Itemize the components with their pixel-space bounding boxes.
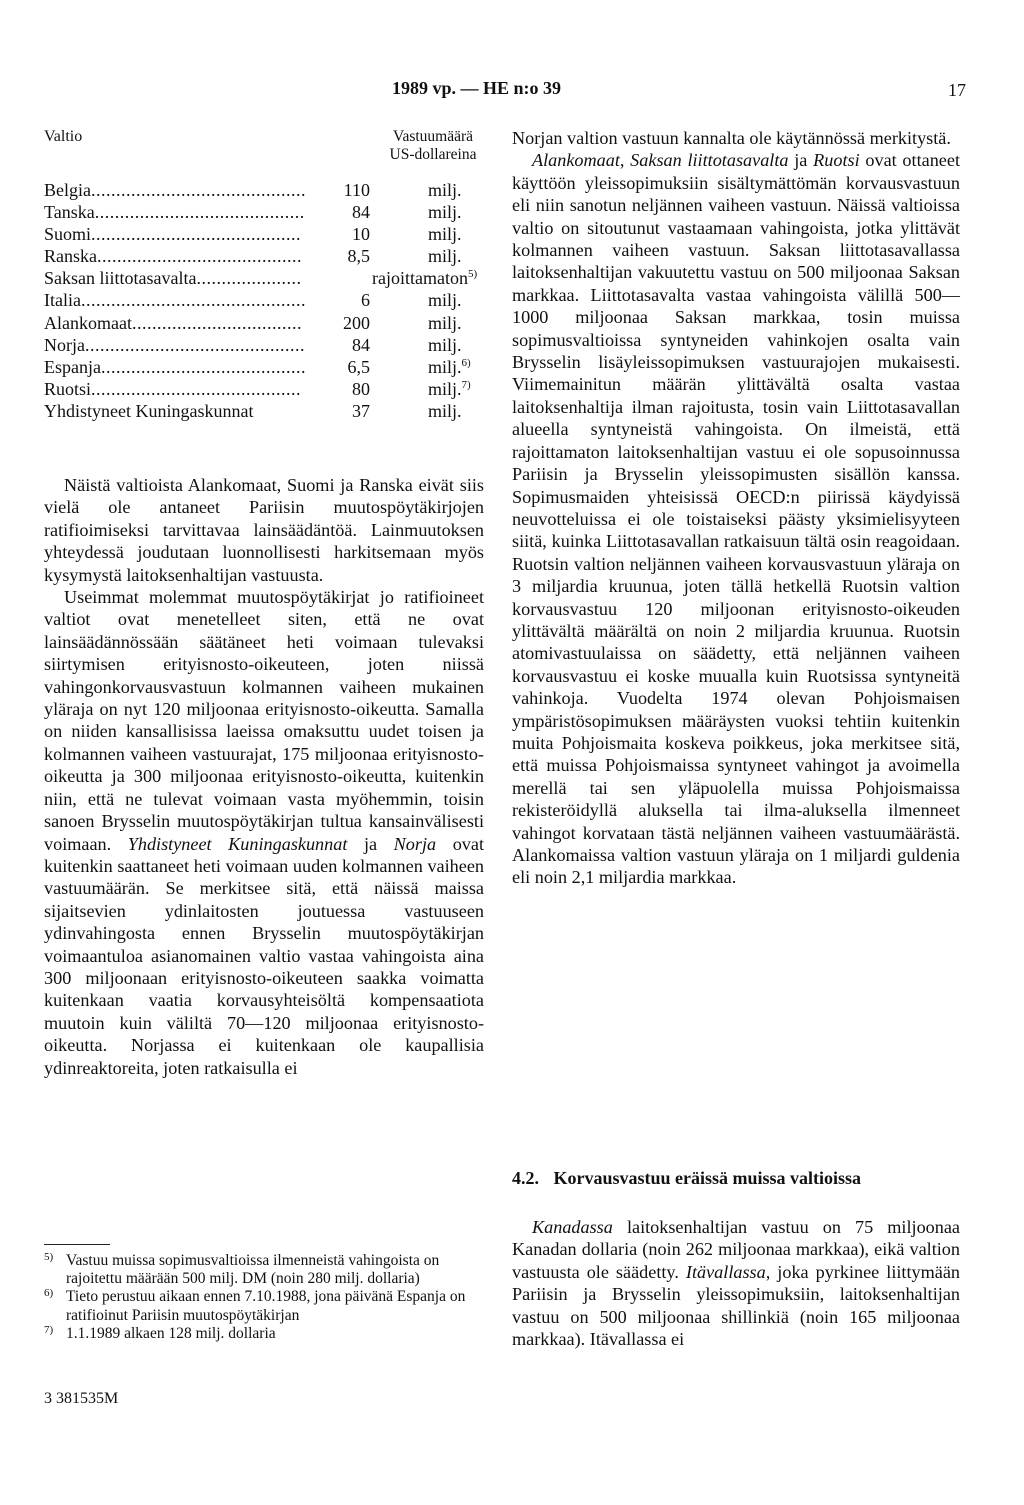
right-column-text-2 <box>512 1216 960 1350</box>
footnote-mark: 6) <box>44 1287 54 1300</box>
footnote-mark: 7) <box>44 1323 54 1336</box>
emphasis-text: Ruotsi <box>813 150 860 171</box>
leader-dots: .................................. <box>131 312 302 333</box>
footnote <box>44 1252 484 1288</box>
amount-value: 10 <box>352 224 370 245</box>
footnote <box>44 1288 484 1324</box>
amount-value: 110 <box>343 180 370 200</box>
footnote-text: Vastuu muissa sopimusvaltioissa ilmenneistä vahingoista on rajoitettu määrään 500 milj. DM (noin 280 milj. dollaria) <box>66 1252 440 1288</box>
leader-dots: ........................................... <box>91 180 306 200</box>
table-header-country: Valtio <box>44 128 83 145</box>
paragraph-text: laitoksenhaltijan vastuu on 75 miljoonaa Kanadan dollaria (noin 262 miljoonaa markkaa), eikä valtion vastuusta ole säädetty. <box>512 1217 960 1282</box>
paragraph-text: Useimmat molemmat muutospöytäkirjat jo ratifioineet valtiot ovat menetelleet siten, että ne ovat lainsäädännössään säätäneet heti voimaan tulevaksi siirtymisen erityisnosto-oikeuteen, joten niissä vahingonkorvausvastuun kolmannen vaiheen mukainen yläraja on nyt 120 miljoonaa erityisnosto-oikeutta. Samalla on niiden kansallisissa laeissa omaksuttu uudet toisen ja kolmannen vaiheen vastuurajat, 175 miljoonaa erityisnosto-oikeutta ja 300 miljoonaa erityisnosto-oikeutta, kuitenkin niin, että ne tulevat voimaan vasta myöhemmin, toisin sanoen Brysselin muutospöytäkirjan tultua kansainvälisesti voimaan. <box>44 587 484 854</box>
amount-unit: milj. <box>428 224 462 245</box>
emphasis-text: Yhdistyneet Kuningaskunnat <box>127 833 348 854</box>
footnote-text: Tieto perustuu aikaan ennen 7.10.1988, jona päivänä Espanja on ratifioinut Pariisin muutospöytäkirjan <box>66 1288 466 1324</box>
country-name: Ranska......................................... <box>44 246 302 267</box>
paragraph-text: ovat kuitenkin saattaneet heti voimaan uuden kolmannen vaiheen vastuumäärän. Se merkitsee sitä, että näissä maissa sijaitsevien ydinlaitosten joutuessa vastuuseen ydinvahingosta ennen Brysselin muutospöytäkirjan voimaantuloa asianomainen valtio vastaa vahingoista aina 300 miljoonaan erityisnosto-oikeuteen saakka voimatta kuitenkaan vaatia korvausyhteisöltä kompensaatiota muutoin kuin väliltä 70—120 miljoonaa erityisnosto-oikeutta. Norjassa ei kuitenkaan ole kaupallisia ydinreaktoreita, joten ratkaisulla ei <box>44 833 485 1078</box>
page-header-title: 1989 vp. — HE n:o 39 <box>392 78 562 98</box>
leader-dots: .......................................... <box>91 378 302 399</box>
table-header-amount <box>353 128 513 164</box>
amount-value: 37 <box>352 400 370 421</box>
country-name: Saksan liittotasavalta..................... <box>44 268 302 289</box>
paragraph <box>512 149 960 888</box>
leader-dots: ......................................... <box>97 246 302 267</box>
country-name: Alankomaat.................................. <box>44 312 302 333</box>
amount-value: rajoittamaton$^{5)}$ <box>372 268 478 289</box>
footnotes <box>44 1252 484 1343</box>
paragraph-text: joka pyrkinee liittymään Pariisin ja Brysselin yleissopimuksiin, laitoksenhaltijan vastuu on 500 miljoonaa shillinkiä (noin 165 miljoonaa markkaa). Itävallassa ei <box>512 1261 961 1350</box>
amount-unit: milj. <box>428 202 462 223</box>
leader-dots: ......................................... <box>100 356 306 377</box>
section-title: Korvausvastuu eräissä muissa valtioissa <box>553 1168 862 1188</box>
emphasis-text: Norja <box>393 833 437 854</box>
country-name: Ruotsi.......................................... <box>44 378 302 399</box>
paragraph: Norjan valtion vastuun kannalta ole käytännössä merkitystä. <box>512 128 951 148</box>
footnote <box>44 1325 484 1343</box>
country-name: Italia............................................. <box>44 290 306 311</box>
leader-dots: ............................................. <box>80 290 306 311</box>
paragraph-text: ja <box>363 833 378 854</box>
emphasis-text: Alankomaat, Saksan liittotasavalta <box>532 150 789 171</box>
amount-value: 6,5 <box>347 356 370 377</box>
amount-value: 8,5 <box>347 246 370 267</box>
country-name: Tanska.......................................... <box>44 202 305 223</box>
table-header-amount-line1: Vastuumäärä <box>392 128 474 145</box>
country-name: Yhdistyneet Kuningaskunnat <box>44 400 254 421</box>
footnote-rule <box>44 1244 110 1245</box>
page-number: 17 <box>948 80 966 100</box>
leader-dots: .......................................... <box>91 224 302 245</box>
leader-dots: .......................................... <box>94 202 305 223</box>
left-column-text <box>44 474 484 1079</box>
paragraph-text: ovat ottaneet käyttöön yleissopimuksiin sisältymättömän korvausvastuun eli niin sanotun neljännen vaiheen vastuun. Näissä valtioissa valtio on sitoutunut vastaamaan vahingoista, jotka ylittävät kolmannen vaiheen vastuun. Saksan liittotasavallassa laitoksenhaltijan vakuutettu vastuu on 500 miljoonaa Saksan markkaa. Liittotasavalta vastaa vahingoista välillä 500—1000 miljoonaa Saksan markkaa, tosin muissa sopimusvaltioissa syntyneiden vahinkojen osalta vain Brysselin lisäyleissopimuksen vastuurajojen mukaisesti. Viimemainitun määrän ylittävältä osalta vastaa laitoksenhaltija ilman rajoitusta, tosin vain Liittotasavallan alueella syntyneistä vahingoista. On ilmeistä, että rajoittamaton laitoksenhaltijan vastuu ei ole sopusoinnussa Pariisin ja Brysselin yleissopimusten sisällön kanssa. Sopimusmaiden yhteisissä OECD:n piirissä käydyissä neuvotteluissa ei ole toistaiseksi päästy yksimielisyyteen siitä, kuinka Liittotasavallan ratkaisuun tältä osin reagoidaan. Ruotsin valtion neljännen vaiheen korvausvastuun yläraja on 3 miljardia kruunua, joten tällä hetkellä Ruotsin valtion korvausvastuu 120 miljoonan erityisnosto-oikeuden ylittävältä määrältä on noin 2 miljardia kruunua. Ruotsin atomivastuulaissa on säädetty, että neljännen vaiheen korvausvastuu ei koske muualla kuin Ruotsissa syntyneitä vahinkoja. Vuodelta 1974 olevan Pohjoismaisen ympäristösopimuksen määräysten vuoksi tehtiin kuitenkin muita Pohjoismaita koskeva poikkeus, joka merkitsee sitä, että muissa Pohjoismaissa syntyneet vahingot ja avoimella merellä tai sen yläpuolella muissa Pohjoismaissa rekisteröidyllä aluksella tai ilma-aluksella ilmenneet vahingot korvataan tästä neljännen vaiheen vastuumäärästä. Alankomaissa valtion vastuun yläraja on 1 miljardi guldenia eli noin 2,1 miljardia markkaa. <box>512 150 960 888</box>
amount-value: 200 <box>343 312 370 333</box>
amount-unit: milj. <box>428 312 462 333</box>
amount-value: 6 <box>361 290 370 311</box>
amount-unit: milj. <box>428 180 462 200</box>
amount-unit: milj. <box>428 400 462 421</box>
section-number: 4.2. <box>512 1168 539 1188</box>
leader-dots: ............................................ <box>84 334 305 355</box>
paragraph-text: ja <box>794 150 808 171</box>
paragraph <box>44 586 484 1079</box>
country-name: Norja............................................ <box>44 334 305 355</box>
amount-value: 84 <box>352 202 370 223</box>
footnote-mark: 5) <box>44 1251 54 1263</box>
section-heading <box>512 1168 972 1189</box>
paragraph <box>512 1216 960 1350</box>
table-header-amount-line2: US-dollareina <box>389 146 477 163</box>
amount-unit: milj.$^{6)}$ <box>428 356 471 377</box>
country-name: Suomi.......................................... <box>44 224 302 245</box>
paragraph: Näistä valtioista Alankomaat, Suomi ja Ranska eivät siis vielä ole antaneet Pariisin muutospöytäkirjojen ratifioimiseksi tarvittavaa lainsäädäntöä. Lainmuutoksen yhteydessä joudutaan luonnollisesti harkitsemaan myös kysymystä laitoksenhaltijan vastuusta. <box>44 475 484 585</box>
amount-value: 80 <box>352 378 370 399</box>
leader-dots: ..................... <box>196 268 302 289</box>
footnote-text: 1.1.1989 alkaen 128 milj. dollaria <box>66 1324 276 1342</box>
amount-unit: milj. <box>428 290 462 311</box>
printer-code: 3 381535M <box>44 1390 119 1407</box>
amount-unit: milj. <box>428 334 462 355</box>
country-name: Espanja......................................... <box>44 356 306 377</box>
amount-unit: milj.$^{7)}$ <box>428 378 471 399</box>
amount-value: 84 <box>352 334 370 355</box>
amount-unit: milj. <box>428 246 462 267</box>
right-column-text <box>512 127 960 889</box>
emphasis-text: Kanadassa <box>532 1217 613 1237</box>
country-name: Belgia........................................... <box>44 180 306 200</box>
emphasis-text: Itävallassa, <box>685 1261 771 1282</box>
